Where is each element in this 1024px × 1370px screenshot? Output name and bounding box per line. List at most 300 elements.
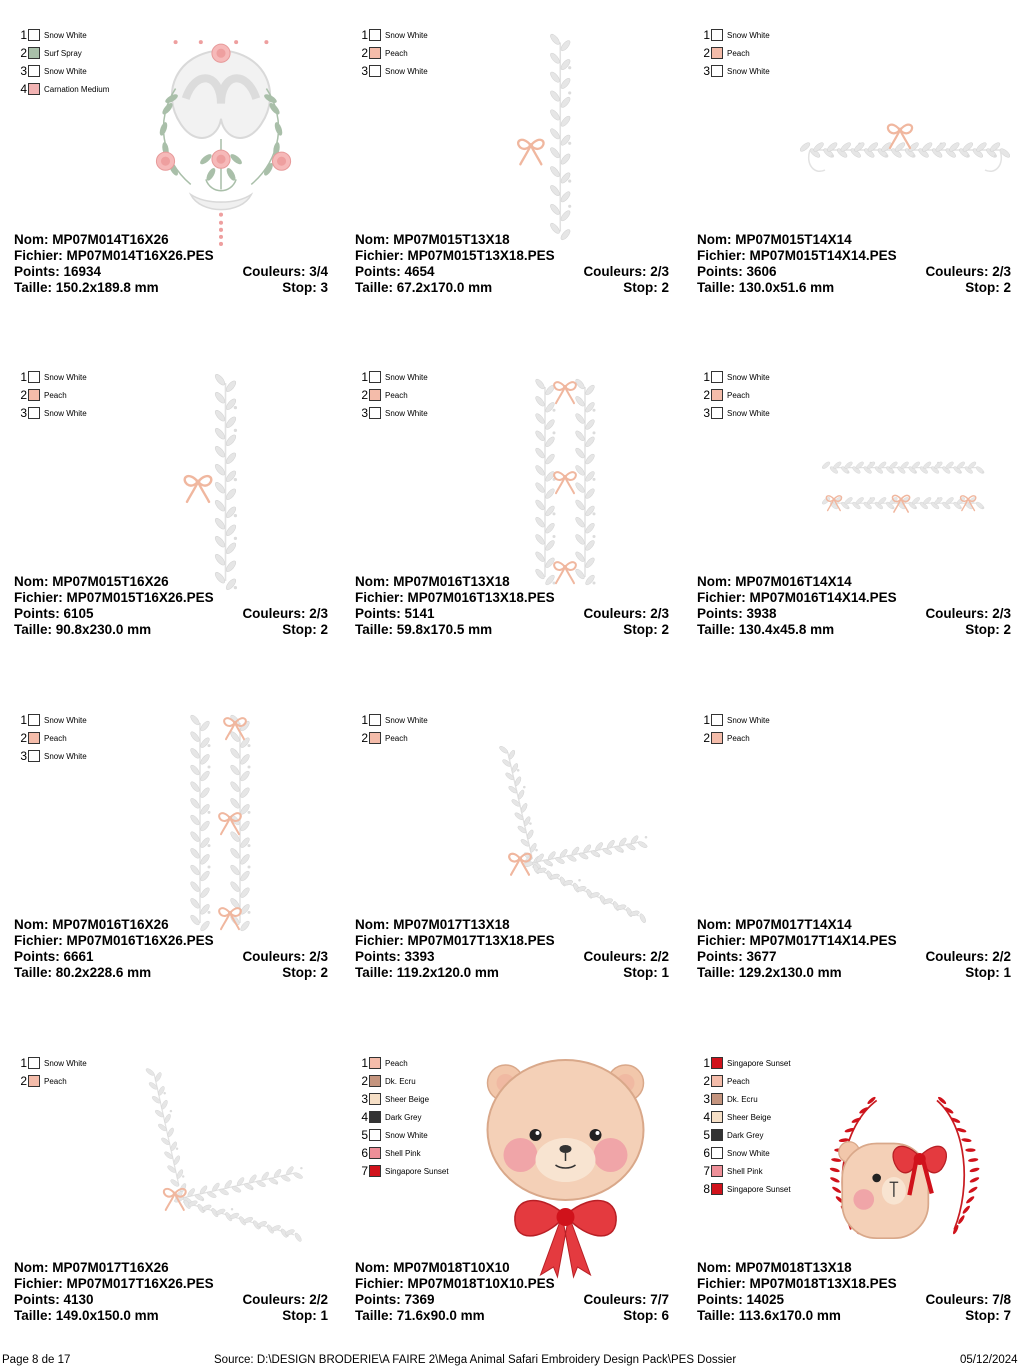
color-legend: [18, 368, 87, 422]
bow-motif: [185, 476, 212, 502]
legend-number: 8: [703, 1182, 710, 1196]
taille-label: Taille:: [14, 280, 53, 295]
stitch-count: 14025: [746, 1292, 785, 1307]
color-swatch: [711, 732, 723, 744]
stitch-count: 3393: [404, 949, 435, 964]
legend-row: [359, 1126, 449, 1144]
file-name: MP07M016T16X26.PES: [66, 933, 214, 948]
taille-label: Taille:: [355, 965, 394, 980]
legend-number: 6: [703, 1146, 710, 1160]
name-line: [697, 917, 1011, 933]
stop-count: 2: [320, 622, 328, 637]
design-card: [683, 1028, 1024, 1370]
color-legend: [18, 1054, 87, 1090]
bow-motif: [219, 908, 241, 929]
legend-row: [18, 1054, 87, 1072]
couleurs-label: Couleurs:: [583, 606, 647, 621]
embroidery-preview: [800, 95, 1010, 185]
stop-count: 3: [320, 280, 328, 295]
legend-number: 2: [20, 388, 27, 402]
size-line: [697, 1308, 1011, 1324]
color-swatch: [369, 732, 381, 744]
nom-label: Nom:: [14, 917, 49, 932]
legend-row: [701, 26, 770, 44]
points-label: Points:: [14, 949, 60, 964]
points-label: Points:: [697, 1292, 743, 1307]
fichier-label: Fichier:: [697, 933, 746, 948]
legend-row: [701, 44, 770, 62]
color-swatch: [28, 714, 40, 726]
thread-name: Dk. Ecru: [385, 1076, 416, 1086]
bow-motif: [554, 562, 576, 583]
legend-number: 1: [361, 28, 368, 42]
size-line: [355, 280, 669, 296]
design-name: MP07M014T16X26: [52, 232, 169, 247]
legend-number: 2: [20, 731, 27, 745]
color-swatch: [711, 1183, 723, 1195]
print-date: 05/12/2024: [960, 1354, 1018, 1366]
color-swatch: [28, 371, 40, 383]
legend-number: 3: [20, 749, 27, 763]
stitch-count: 4654: [404, 264, 435, 279]
legend-number: 3: [361, 64, 368, 78]
file-name: MP07M017T13X18.PES: [407, 933, 555, 948]
design-size: 67.2x170.0 mm: [396, 280, 493, 295]
embroidery-preview: [170, 372, 270, 592]
legend-row: [701, 62, 770, 80]
legend-number: 1: [20, 28, 27, 42]
thread-name: Snow White: [727, 715, 770, 725]
thread-name: Snow White: [385, 408, 428, 418]
design-info: [697, 917, 1011, 981]
design-card: [683, 685, 1024, 1027]
fichier-label: Fichier:: [355, 590, 404, 605]
thread-name: Snow White: [44, 30, 87, 40]
design-size: 90.8x230.0 mm: [55, 622, 152, 637]
color-swatch: [369, 407, 381, 419]
file-line: [14, 590, 328, 606]
design-size: 59.8x170.5 mm: [396, 622, 493, 637]
points-label: Points:: [355, 949, 401, 964]
legend-row: [701, 1144, 791, 1162]
thread-name: Peach: [727, 1076, 750, 1086]
legend-row: [18, 386, 87, 404]
stitch-count: 6661: [63, 949, 94, 964]
stop-label: Stop:: [965, 280, 1000, 295]
color-legend: [701, 26, 770, 80]
legend-row: [18, 26, 109, 44]
legend-row: [359, 386, 428, 404]
bow-motif: [554, 472, 576, 493]
stitch-count: 16934: [63, 264, 102, 279]
design-size: 130.0x51.6 mm: [738, 280, 835, 295]
color-swatch: [711, 1057, 723, 1069]
color-swatch: [28, 83, 40, 95]
thread-name: Sheer Beige: [385, 1094, 430, 1104]
color-swatch: [28, 407, 40, 419]
color-swatch: [711, 1093, 723, 1105]
stop-label: Stop:: [623, 622, 658, 637]
color-swatch: [711, 65, 723, 77]
design-card: [0, 1028, 341, 1370]
color-count: 2/3: [650, 264, 669, 279]
file-name: MP07M014T16X26.PES: [66, 248, 214, 263]
stop-label: Stop:: [282, 1308, 317, 1323]
points-label: Points:: [697, 606, 743, 621]
thread-name: Snow White: [385, 372, 428, 382]
taille-label: Taille:: [697, 1308, 736, 1323]
color-count: 2/3: [309, 606, 328, 621]
design-name: MP07M016T16X26: [52, 917, 169, 932]
file-name: MP07M017T16X26.PES: [66, 1276, 214, 1291]
file-line: [355, 590, 669, 606]
file-line: [697, 248, 1011, 264]
legend-row: [18, 711, 87, 729]
thread-name: Snow White: [44, 372, 87, 382]
nom-label: Nom:: [14, 232, 49, 247]
legend-number: 1: [361, 370, 368, 384]
color-legend: [359, 711, 428, 747]
color-swatch: [711, 1075, 723, 1087]
legend-number: 2: [703, 1074, 710, 1088]
nom-label: Nom:: [355, 917, 390, 932]
design-name: MP07M018T13X18: [735, 1260, 852, 1275]
legend-number: 2: [20, 1074, 27, 1088]
stop-label: Stop:: [965, 622, 1000, 637]
legend-number: 2: [20, 46, 27, 60]
embroidery-preview: [185, 713, 255, 933]
couleurs-label: Couleurs:: [583, 1292, 647, 1307]
color-swatch: [711, 1165, 723, 1177]
points-label: Points:: [14, 606, 60, 621]
thread-name: Singapore Sunset: [727, 1184, 791, 1194]
color-swatch: [369, 65, 381, 77]
thread-name: Peach: [44, 733, 67, 743]
legend-row: [701, 1108, 791, 1126]
file-name: MP07M016T14X14.PES: [749, 590, 897, 605]
design-name: MP07M015T16X26: [52, 574, 169, 589]
legend-row: [359, 44, 428, 62]
embroidery-preview: [135, 28, 307, 250]
color-swatch: [28, 47, 40, 59]
design-info: [14, 1260, 328, 1324]
stop-label: Stop:: [965, 1308, 1000, 1323]
color-swatch: [28, 732, 40, 744]
couleurs-label: Couleurs:: [242, 1292, 306, 1307]
legend-number: 6: [361, 1146, 368, 1160]
points-label: Points:: [697, 949, 743, 964]
taille-label: Taille:: [14, 622, 53, 637]
legend-row: [359, 1072, 449, 1090]
legend-row: [359, 1108, 449, 1126]
size-line: [355, 1308, 669, 1324]
size-line: [14, 280, 328, 296]
color-swatch: [28, 1057, 40, 1069]
stitch-count: 5141: [404, 606, 435, 621]
thread-name: Snow White: [727, 30, 770, 40]
fichier-label: Fichier:: [14, 933, 63, 948]
taille-label: Taille:: [355, 280, 394, 295]
legend-row: [359, 1054, 449, 1072]
couleurs-label: Couleurs:: [583, 264, 647, 279]
color-swatch: [369, 371, 381, 383]
points-line: [697, 606, 1011, 622]
thread-name: Peach: [385, 390, 408, 400]
file-name: MP07M015T16X26.PES: [66, 590, 214, 605]
nom-label: Nom:: [355, 232, 390, 247]
embroidery-preview: [825, 1060, 980, 1270]
design-name: MP07M015T14X14: [735, 232, 852, 247]
file-name: MP07M015T13X18.PES: [407, 248, 555, 263]
legend-row: [359, 26, 428, 44]
taille-label: Taille:: [14, 965, 53, 980]
legend-row: [701, 368, 770, 386]
legend-row: [701, 386, 770, 404]
thread-name: Singapore Sunset: [727, 1058, 791, 1068]
design-info: [14, 917, 328, 981]
points-line: [697, 264, 1011, 280]
points-line: [14, 606, 328, 622]
color-swatch: [369, 47, 381, 59]
size-line: [14, 1308, 328, 1324]
embroidery-preview: [115, 1058, 325, 1243]
color-count: 7/7: [650, 1292, 669, 1307]
stop-count: 6: [661, 1308, 669, 1323]
color-swatch: [369, 1075, 381, 1087]
points-label: Points:: [697, 264, 743, 279]
stop-label: Stop:: [623, 965, 658, 980]
design-info: [697, 574, 1011, 638]
legend-number: 4: [361, 1110, 368, 1124]
stop-label: Stop:: [623, 1308, 658, 1323]
design-size: 129.2x130.0 mm: [738, 965, 842, 980]
color-swatch: [369, 1057, 381, 1069]
couleurs-label: Couleurs:: [242, 949, 306, 964]
couleurs-label: Couleurs:: [925, 949, 989, 964]
file-name: MP07M017T14X14.PES: [749, 933, 897, 948]
design-card: [341, 342, 682, 684]
size-line: [697, 280, 1011, 296]
legend-number: 5: [703, 1128, 710, 1142]
legend-row: [359, 1090, 449, 1108]
color-swatch: [711, 407, 723, 419]
file-line: [355, 933, 669, 949]
thread-name: Peach: [44, 1076, 67, 1086]
legend-number: 1: [20, 713, 27, 727]
legend-number: 1: [703, 370, 710, 384]
color-swatch: [28, 65, 40, 77]
color-count: 2/2: [992, 949, 1011, 964]
legend-row: [701, 1054, 791, 1072]
legend-row: [18, 44, 109, 62]
taille-label: Taille:: [697, 965, 736, 980]
couleurs-label: Couleurs:: [925, 1292, 989, 1307]
taille-label: Taille:: [355, 622, 394, 637]
color-count: 2/3: [992, 264, 1011, 279]
color-count: 7/8: [992, 1292, 1011, 1307]
design-card: [341, 1028, 682, 1370]
legend-number: 3: [20, 406, 27, 420]
fichier-label: Fichier:: [14, 1276, 63, 1291]
taille-label: Taille:: [697, 622, 736, 637]
design-info: [355, 574, 669, 638]
legend-row: [359, 368, 428, 386]
size-line: [14, 965, 328, 981]
color-legend: [701, 368, 770, 422]
stitch-count: 3677: [746, 949, 777, 964]
legend-number: 3: [361, 1092, 368, 1106]
stitch-count: 7369: [404, 1292, 435, 1307]
color-swatch: [711, 714, 723, 726]
stop-count: 2: [1003, 280, 1011, 295]
thread-name: Snow White: [44, 751, 87, 761]
color-swatch: [711, 47, 723, 59]
color-swatch: [711, 371, 723, 383]
legend-row: [701, 1180, 791, 1198]
embroidery-preview: [800, 440, 1010, 515]
couleurs-label: Couleurs:: [242, 606, 306, 621]
legend-number: 1: [361, 713, 368, 727]
legend-number: 3: [703, 406, 710, 420]
legend-row: [18, 1072, 87, 1090]
thread-name: Snow White: [44, 715, 87, 725]
thread-name: Singapore Sunset: [385, 1166, 449, 1176]
thread-name: Shell Pink: [385, 1148, 421, 1158]
legend-number: 2: [361, 731, 368, 745]
legend-row: [359, 1144, 449, 1162]
size-line: [355, 622, 669, 638]
file-name: MP07M016T13X18.PES: [407, 590, 555, 605]
color-swatch: [711, 389, 723, 401]
thread-name: Snow White: [44, 1058, 87, 1068]
design-card: [0, 0, 341, 342]
embroidery-preview: [510, 32, 600, 242]
file-line: [697, 1276, 1011, 1292]
design-card: [683, 342, 1024, 684]
legend-number: 5: [361, 1128, 368, 1142]
color-count: 2/3: [309, 949, 328, 964]
thread-name: Peach: [727, 733, 750, 743]
legend-number: 1: [703, 713, 710, 727]
thread-name: Dk. Ecru: [727, 1094, 758, 1104]
stitch-count: 6105: [63, 606, 94, 621]
legend-number: 2: [361, 1074, 368, 1088]
file-name: MP07M018T10X10.PES: [407, 1276, 555, 1291]
name-line: [697, 232, 1011, 248]
design-info: [355, 917, 669, 981]
color-swatch: [711, 1147, 723, 1159]
bow-motif: [518, 140, 543, 165]
points-line: [355, 606, 669, 622]
couleurs-label: Couleurs:: [925, 264, 989, 279]
color-swatch: [711, 1111, 723, 1123]
fichier-label: Fichier:: [697, 1276, 746, 1291]
stop-count: 2: [320, 965, 328, 980]
legend-number: 1: [20, 370, 27, 384]
thread-name: Peach: [44, 390, 67, 400]
legend-row: [18, 404, 87, 422]
points-line: [14, 264, 328, 280]
thread-name: Carnation Medium: [44, 84, 110, 94]
legend-number: 1: [20, 1056, 27, 1070]
nom-label: Nom:: [697, 232, 732, 247]
thread-name: Peach: [385, 733, 408, 743]
nom-label: Nom:: [697, 1260, 732, 1275]
couleurs-label: Couleurs:: [583, 949, 647, 964]
thread-name: Peach: [727, 48, 750, 58]
color-swatch: [369, 1165, 381, 1177]
design-size: 71.6x90.0 mm: [396, 1308, 485, 1323]
thread-name: Shell Pink: [727, 1166, 763, 1176]
thread-name: Snow White: [727, 1148, 770, 1158]
color-swatch: [369, 1111, 381, 1123]
design-size: 149.0x150.0 mm: [55, 1308, 159, 1323]
stop-label: Stop:: [623, 280, 658, 295]
legend-row: [18, 368, 87, 386]
legend-row: [701, 1162, 791, 1180]
stop-count: 2: [661, 622, 669, 637]
design-size: 150.2x189.8 mm: [55, 280, 159, 295]
legend-row: [359, 404, 428, 422]
file-name: MP07M015T14X14.PES: [749, 248, 897, 263]
color-swatch: [369, 1093, 381, 1105]
legend-row: [701, 1090, 791, 1108]
color-count: 2/3: [992, 606, 1011, 621]
color-swatch: [28, 1075, 40, 1087]
fichier-label: Fichier:: [697, 590, 746, 605]
legend-number: 2: [703, 388, 710, 402]
design-name: MP07M017T13X18: [393, 917, 510, 932]
legend-number: 2: [703, 731, 710, 745]
design-info: [697, 232, 1011, 296]
thread-name: Snow White: [385, 1130, 428, 1140]
color-swatch: [369, 29, 381, 41]
legend-row: [359, 62, 428, 80]
size-line: [14, 622, 328, 638]
legend-row: [701, 729, 770, 747]
size-line: [697, 965, 1011, 981]
color-legend: [701, 1054, 791, 1198]
embroidery-preview: [520, 372, 610, 592]
color-count: 2/2: [650, 949, 669, 964]
legend-number: 4: [20, 82, 27, 96]
size-line: [697, 622, 1011, 638]
color-swatch: [369, 1129, 381, 1141]
legend-row: [701, 404, 770, 422]
thread-name: Snow White: [44, 408, 87, 418]
legend-row: [18, 62, 109, 80]
legend-number: 7: [703, 1164, 710, 1178]
legend-row: [18, 729, 87, 747]
stop-count: 1: [1003, 965, 1011, 980]
name-line: [355, 574, 669, 590]
color-legend: [359, 1054, 449, 1180]
source-path: Source: D:\DESIGN BRODERIE\A FAIRE 2\Mega Animal Safari Embroidery Design Pack\PES Dossier: [214, 1354, 737, 1366]
size-line: [355, 965, 669, 981]
stop-count: 7: [1003, 1308, 1011, 1323]
thread-name: Dark Grey: [727, 1130, 764, 1140]
name-line: [697, 574, 1011, 590]
thread-name: Peach: [385, 1058, 408, 1068]
page-number: Page 8 de 17: [2, 1354, 71, 1366]
legend-number: 1: [361, 1056, 368, 1070]
color-swatch: [711, 1129, 723, 1141]
color-swatch: [28, 750, 40, 762]
legend-row: [18, 747, 87, 765]
stop-count: 1: [661, 965, 669, 980]
stitch-count: 3606: [746, 264, 777, 279]
points-label: Points:: [14, 264, 60, 279]
